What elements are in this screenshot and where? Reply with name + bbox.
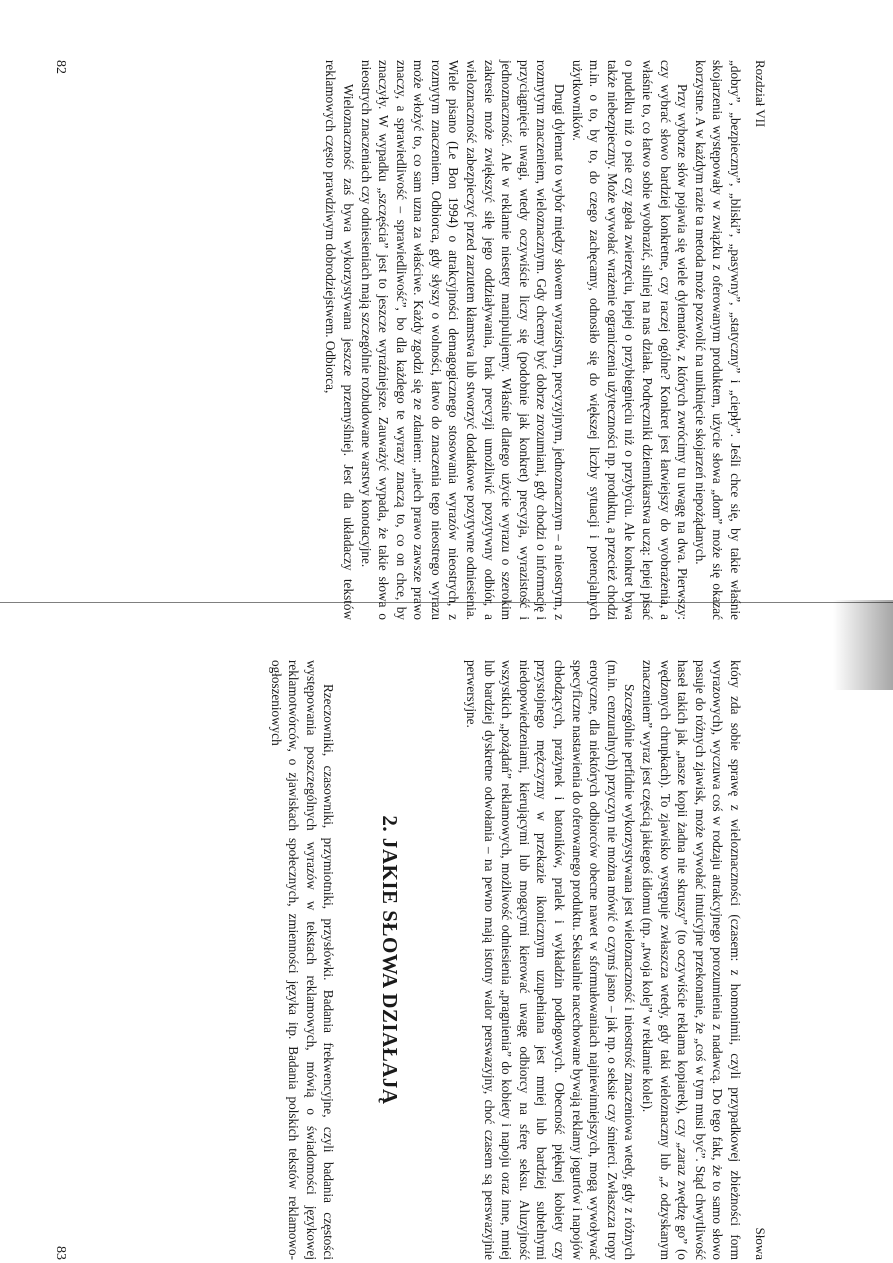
running-head: [752, 60, 768, 620]
page-number: 83: [53, 1246, 68, 1260]
page-number: 82: [53, 60, 68, 74]
right-page: [53, 660, 768, 1260]
paragraph: Drugi dylemat to wybór między słowem wyrazistym, precyzyjnym, jednoznacznym – a nieostrym, z rozmytym znaczeniem, wieloznacznym. Gdy chcemy być dobrze zrozumiani, gdy chodzi o informację i przyciągnięcie uwagi, wtedy oczywiście liczy się (podobnie jak konkret) precyzja, wyrazistość i jednoznaczność. Ale w reklamie niestety manipulujemy. Właśnie dlatego użycie wyrazu o szerokim zakresie może zwiększyć siłę jego oddziaływania, brak precyzji umożliwić pozytywny odbiór, a wieloznaczność zabezpieczyć przed zarzutem kłamstwa lub stworzyć dodatkowe pozytywne odniesienia. Wiele pisano (Le Bon 1994) o atrakcyjności demagogicznego stosowania wyrazów nieostrych, z rozmytym znaczeniem. Odbiorca, gdy słyszy o wolności, łatwo do znaczenia tego nieostrego wyrazu może włożyć to, co sam uzna za właściwe. Każdy zgodzi się ze zdaniem: „niech prawo zawsze prawo znaczy, a sprawiedliwość – sprawiedliwość”, bo dla każdego te wyrazy znaczą to, co on chce, by znaczyły. W wypadku „szczęścia” jest to jeszcze wyraźniejsze. Zauważyć wypada, że takie słowa o nieostrych znaczeniach czy odniesieniach mają szczególnie rozbudowane warstwy konotacyjne.: [358, 60, 568, 620]
paragraph: który zda sobie sprawę z wieloznaczności (czasem: z homonimii, czyli przypadkowej zbieżności form wyrazowych), wyczuwa coś w rodzaju atrakcyjnego porozumienia z nadawcą. Do tego fakt, że to samo słowo pasuje do różnych zjawisk, może wywołać intuicyjne przekonanie, że „coś w tym musi być”. Stąd chwytliwość haseł takich jak „nasze kopii żadna nie skruszy” (to oczywiście reklama kopiarek), czy „zaraz zwędzę go” (o wędzonych chrupkach). To zjawisko występuje zwłaszcza wtedy, gdy taki wieloznaczny lub „z odzyskanym znaczeniem” wyraz jest częścią jakiegoś idiomu (np. „twoja kolej” w reklamie kolei).: [640, 660, 743, 1260]
running-head: [752, 660, 768, 1260]
paragraph: Szczególnie perfidnie wykorzystywana jest wieloznaczność i nieostrość znaczeniowa wtedy, gdy z różnych (m.in. cenzuralnych) przyczyn nie można mówić o czymś jasno – jak np. o seksie czy śmierci. Zwłaszcza tropy erotyczne, dla niektórych odbiorców obecne nawet w sformułowaniach najniewinniejszych, mogą wywoływać specyficzne nastawienia do oferowanego produktu. Seksualnie nacechowane bywają reklamy jogurtów i napojów chłodzących, prażynek i batoników, pralek i wykładzin podłogowych. Obecność pięknej kobiety czy przystojnego mężczyzny w przekazie ikonicznym uzupełniana jest mniej lub bardziej subtelnymi niedopowiedzeniami, kierującymi lub mogącymi kierować uwagę odbiorcy na sferę seksu. Aluzyjność wszystkich „pożądań” reklamowych, możliwość odniesienia „pragnienia” do kobiety i napoju oraz inne, mniej lub bardziej dyskretne odwołania – na pewno mają istotny walor perswazyjny, choć czasem są perswazyjnie perwersyjne.: [464, 660, 638, 1260]
paragraph: Przy wyborze słów pojawia się wiele dylematów, z których zwrócimy tu uwagę na dwa. Pierwszy: czy wybrać słowo bardziej konkretne, czy raczej ogólne? Konkret jest łatwiejszy do wyobrażenia, a właśnie to, co łatwo sobie wyobrazić, silniej na nas działa. Podręczniki dziennikarstwa uczą: lepiej pisać o pudelku niż o psie czy zgoła zwierzęciu, lepiej o przybiegnięciu niż o przybyciu. Ale konkret bywa także niebezpieczny. Może wywołać wrażenie ograniczenia użyteczności np. produktu, a przecież chodzi m.in. o to, by to, do czego zachęcamy, odnosiło się do większej liczby sytuacji i potencjalnych użytkowników.: [569, 60, 691, 620]
section-heading: 2. JAKIE SŁOWA DZIAŁAJĄ: [378, 815, 403, 1105]
running-head-title: Słowa: [753, 1227, 768, 1260]
paragraph: Rzeczowniki, czasowniki, przymiotniki, przysłówki. Badania frekwencyjne, czyli badania częstości występowania poszczególnych wyrazów w tekstach reklamowych, mówią o świadomości językowej reklamotwórców, o zjawiskach społecznych, zmienności języka itp. Badania polskich tekstów reklamowo-ogłoszeniowych: [268, 660, 337, 1260]
left-page: [53, 60, 768, 620]
page-body: [322, 60, 744, 620]
paragraph: Wieloznaczność zaś bywa wykorzystywana jeszcze przemyślniej. Jest dla układaczy tekstów reklamowych często prawdziwym dobrodziejstwem. Odbiorca,: [323, 60, 356, 620]
page-body: [267, 660, 744, 1260]
running-head-title: Rozdział VII: [753, 60, 768, 128]
paragraph: „dobry”, „bezpieczny”, „bliski”, „pasywny”, „statyczny” i „ciepły”. Jeśli chce się, by takie właśnie skojarzenia występowały w związku z oferowanym produktem, użycie słowa „dom” może się okazać korzystne. A w każdym razie ta metoda może pozwolić na uniknięcie skojarzeń niepożądanych.: [692, 60, 743, 620]
binding-shadow: [833, 600, 893, 690]
